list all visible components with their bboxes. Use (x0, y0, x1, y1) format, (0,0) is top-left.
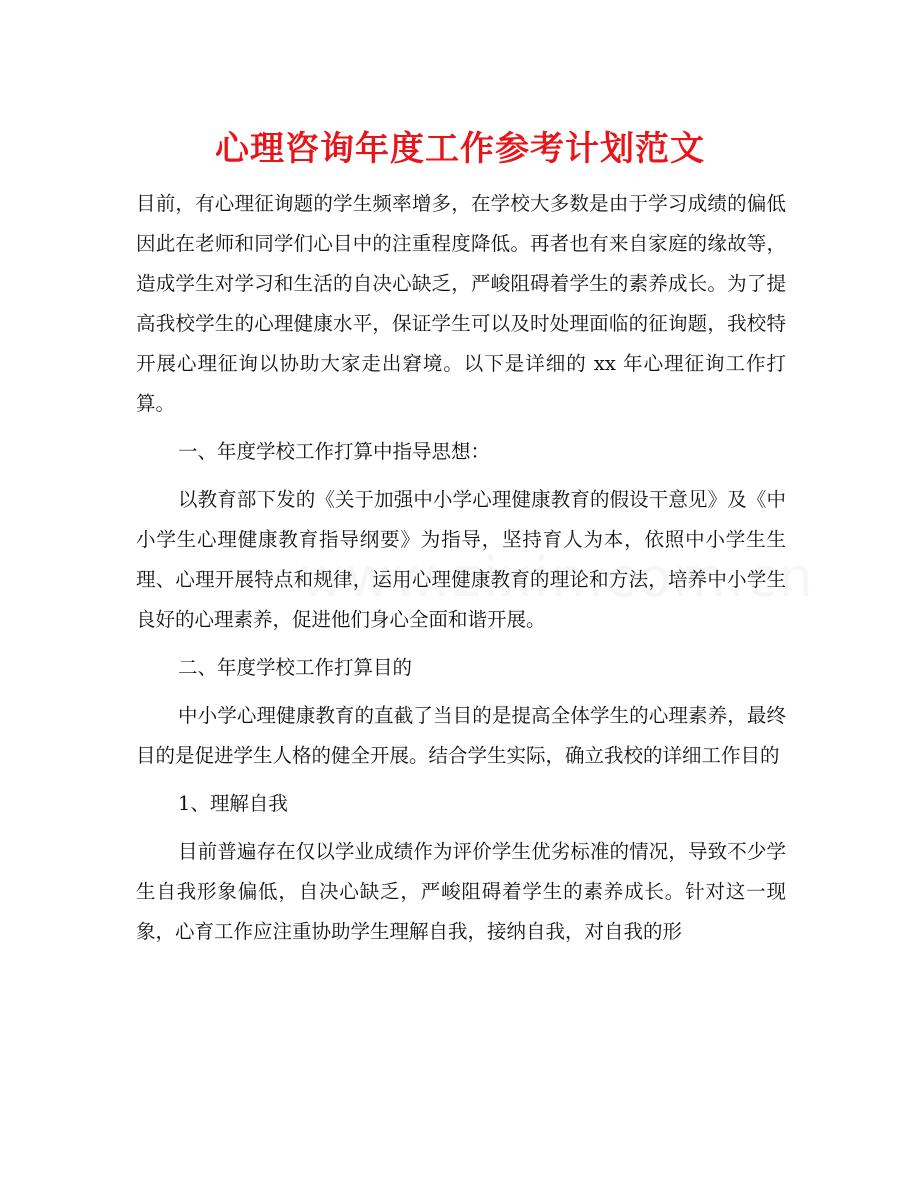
document-body (136, 184, 786, 952)
paragraph-goals: 中小学心理健康教育的直截了当目的是提高全体学生的心理素养，最终目的是促进学生人格的健全开展。结合学生实际，确立我校的详细工作目的 (136, 704, 786, 767)
subheading-understand-self: 1、理解自我 (178, 792, 288, 815)
paragraph-guiding-thought: 以教育部下发的《关于加强中小学心理健康教育的假设干意见》及《中小学生心理健康教育指导纲要》为指导，坚持育人为本，依照中小学生生理、心理开展特点和规律，运用心理健康教育的理论和方法，培养中小学生良好的心理素养，促进他们身心全面和谐开展。 (136, 488, 786, 631)
document-title: 心理咨询年度工作参考计划范文 (215, 129, 705, 169)
section-heading-guiding-thought: 一、年度学校工作打算中指导思想： (178, 440, 491, 463)
section-heading-goals: 二、年度学校工作打算目的 (178, 656, 413, 679)
paragraph-understand-self: 目前普遍存在仅以学业成绩作为评价学生优劣标准的情况，导致不少学生自我形象偏低，自决心缺乏，严峻阻碍着学生的素养成长。针对这一现象，心育工作应注重协助学生理解自我，接纳自我，对自我的形 (136, 840, 786, 943)
paragraph-intro: 目前，有心理征询题的学生频率增多，在学校大多数是由于学习成绩的偏低因此在老师和同学们心目中的注重程度降低。再者也有来自家庭的缘故等，造成学生对学习和生活的自决心缺乏，严峻阻碍着学生的素养成长。为了提高我校学生的心理健康水平，保证学生可以及时处理面临的征询题，我校特开展心理征询以协助大家走出窘境。以下是详细的 xx 年心理征询工作打算。 (136, 192, 786, 415)
